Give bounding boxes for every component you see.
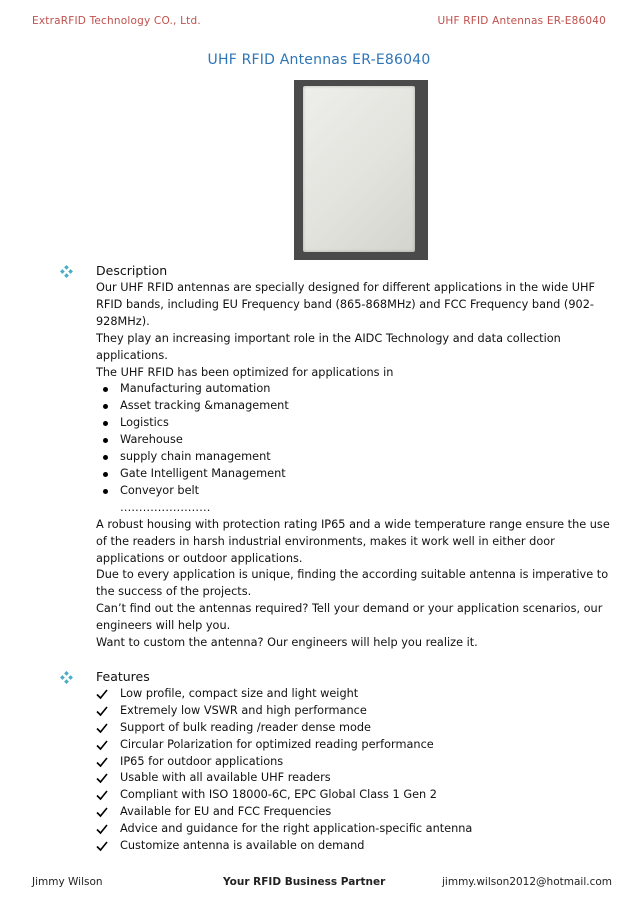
list-item: Support of bulk reading /reader dense mode	[96, 720, 621, 737]
page-header	[32, 15, 606, 27]
section-gap	[96, 652, 621, 668]
list-item: Advice and guidance for the right application-specific antenna	[96, 821, 621, 838]
list-ellipsis: ……………………	[120, 500, 211, 514]
list-item: Circular Polarization for optimized reading performance	[96, 737, 621, 754]
description-closing-2: Due to every application is unique, finding the according suitable antenna is imperative to the success of the projects.	[96, 568, 609, 599]
applications-list	[96, 381, 621, 499]
list-item: Manufacturing automation	[96, 381, 621, 398]
footer-email: jimmy.wilson2012@hotmail.com	[442, 876, 612, 888]
document-body	[96, 262, 621, 855]
footer-name: Jimmy Wilson	[32, 876, 103, 888]
list-item: IP65 for outdoor applications	[96, 754, 621, 771]
description-intro-3: The UHF RFID has been optimized for applications in	[96, 365, 394, 379]
list-item: Usable with all available UHF readers	[96, 770, 621, 787]
dot-icon	[103, 421, 108, 426]
dot-icon	[103, 438, 108, 443]
description-closing-3: Can’t find out the antennas required? Tell your demand or your application scenarios, our engineers will help you.	[96, 602, 603, 633]
list-item: Compliant with ISO 18000-6C, EPC Global Class 1 Gen 2	[96, 787, 621, 804]
list-item: Warehouse	[96, 432, 621, 449]
checkmark-icon	[96, 739, 108, 751]
description-heading-text: Description	[96, 263, 168, 278]
description-section	[96, 262, 621, 652]
description-closing-1: A robust housing with protection rating IP65 and a wide temperature range ensure the use of the readers in harsh industrial environments, makes it work well in either door applications or outdoor applications.	[96, 517, 610, 565]
checkmark-icon	[96, 789, 108, 801]
diamond-bullet-icon	[60, 265, 73, 278]
features-heading-text: Features	[96, 668, 150, 684]
page-title: UHF RFID Antennas ER-E86040	[207, 52, 431, 68]
list-item: Gate Intelligent Management	[96, 466, 621, 483]
diamond-bullet-icon	[60, 671, 73, 684]
header-product: UHF RFID Antennas ER-E86040	[437, 15, 606, 27]
description-closing-4: Want to custom the antenna? Our engineers will help you realize it.	[96, 636, 478, 650]
list-item: Customize antenna is available on demand	[96, 838, 621, 855]
list-item: Asset tracking &management	[96, 398, 621, 415]
list-item: Conveyor belt	[96, 483, 621, 500]
description-intro-2: They play an increasing important role in the AIDC Technology and data collection applications.	[96, 331, 561, 362]
list-item: Low profile, compact size and light weight	[96, 686, 621, 703]
checkmark-icon	[96, 722, 108, 734]
checkmark-icon	[96, 840, 108, 852]
features-heading	[96, 668, 621, 686]
list-item: Logistics	[96, 415, 621, 432]
checkmark-icon	[96, 772, 108, 784]
dot-icon	[103, 404, 108, 409]
list-item: Extremely low VSWR and high performance	[96, 703, 621, 720]
list-item: Available for EU and FCC Frequencies	[96, 804, 621, 821]
checkmark-icon	[96, 823, 108, 835]
footer-slogan: Your RFID Business Partner	[223, 876, 386, 888]
antenna-product-image	[294, 80, 428, 260]
checkmark-icon	[96, 705, 108, 717]
features-section	[96, 668, 621, 855]
features-list	[96, 686, 621, 855]
dot-icon	[103, 472, 108, 477]
antenna-panel	[303, 86, 415, 252]
list-item: supply chain management	[96, 449, 621, 466]
dot-icon	[103, 489, 108, 494]
checkmark-icon	[96, 688, 108, 700]
description-heading	[96, 262, 621, 280]
description-intro-1: Our UHF RFID antennas are specially designed for different applications in the wide UHF RFID bands, including EU Frequency band (865-868MHz) and FCC Frequency band (902-928MHz).	[96, 281, 596, 328]
checkmark-icon	[96, 806, 108, 818]
checkmark-icon	[96, 756, 108, 768]
dot-icon	[103, 455, 108, 460]
dot-icon	[103, 387, 108, 392]
header-company: ExtraRFID Technology CO., Ltd.	[32, 15, 201, 27]
